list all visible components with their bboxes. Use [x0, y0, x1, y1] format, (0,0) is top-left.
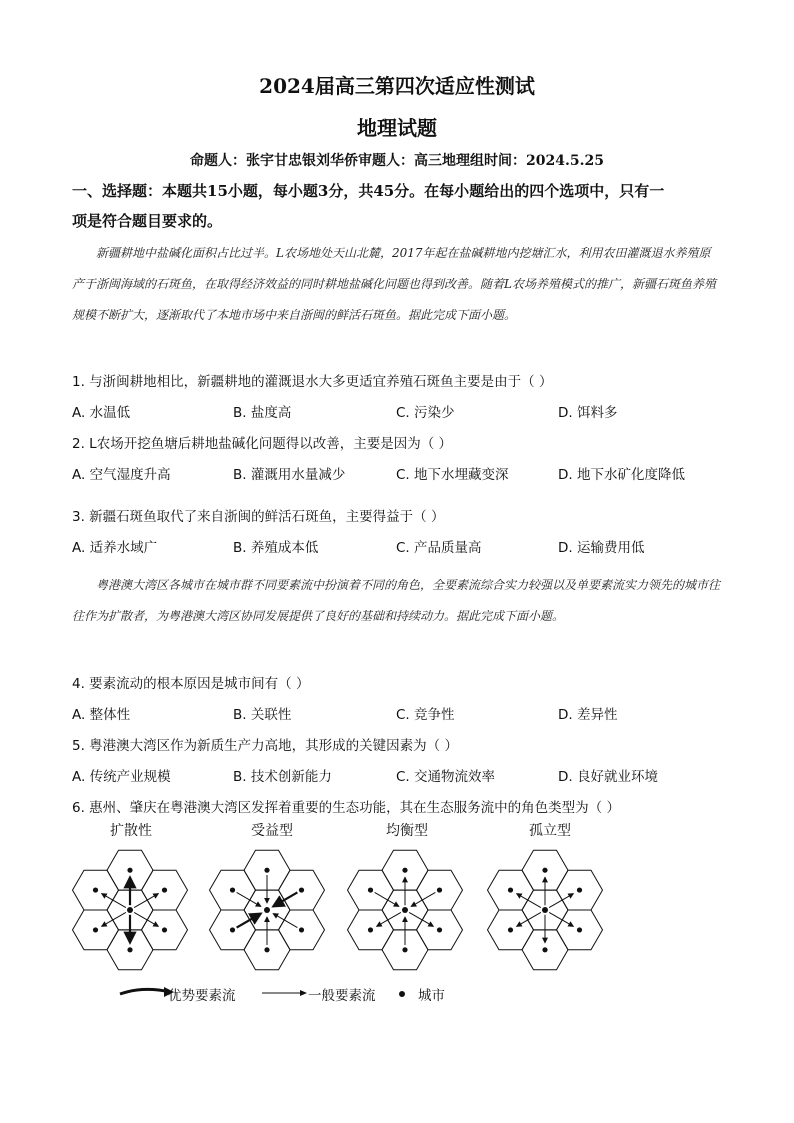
- city-dot: [162, 887, 167, 892]
- section-heading-line2: 项是符合题目要求的。: [72, 212, 223, 230]
- passage-1: 新疆耕地中盐碱化面积占比过半。L农场地处天山北麓，2017年起在盐碱耕地内挖塘汇水，利用农田灌溉退水养殖原产于浙闽海域的石斑鱼，在取得经济效益的同时耕地盐碱化问题也得到改善。随着L农场养殖模式的推广，新疆石斑鱼养殖规模不断扩大，逐渐取代了本地市场中来自浙闽的鲜活石斑鱼。据此完成下面小题。: [72, 246, 716, 322]
- page-title: 2024届高三第四次适应性测试: [259, 74, 535, 98]
- city-dot: [508, 887, 513, 892]
- city-dot: [542, 907, 548, 913]
- legend-general-arrow-icon: [260, 986, 310, 1000]
- flow-arrow: [549, 894, 573, 908]
- q2-option-b: B. 灌溉用水量减少: [233, 467, 346, 483]
- flow-arrow: [375, 892, 399, 906]
- passage-2: 粤港澳大湾区各城市在城市群不同要素流中扮演着不同的角色，全要素流综合实力较强以及单要素流实力领先的城市往往作为扩散者，为粤港澳大湾区协同发展提供了良好的基础和持续动力。据此完成下面小题。: [72, 578, 721, 623]
- city-dot: [299, 927, 304, 932]
- city-dot: [508, 927, 513, 932]
- q5-option-d: D. 良好就业环境: [558, 769, 658, 785]
- city-dot: [577, 887, 582, 892]
- city-dot: [93, 887, 98, 892]
- city-dot: [542, 947, 547, 952]
- q3-option-d: D. 运输费用低: [558, 540, 645, 556]
- flow-arrow: [102, 894, 126, 908]
- question-4: 4. 要素流动的根本原因是城市间有（ ）: [72, 676, 310, 692]
- flow-arrow: [517, 912, 541, 926]
- panel-label-balanced: 均衡型: [386, 823, 428, 839]
- q4-option-b: B. 关联性: [233, 707, 292, 723]
- q5-option-b: B. 技术创新能力: [233, 769, 332, 785]
- flow-arrow: [237, 914, 261, 928]
- panel-label-beneficiary: 受益型: [251, 823, 293, 839]
- q2-option-c: C. 地下水埋藏变深: [396, 467, 509, 483]
- flow-arrow: [273, 892, 297, 906]
- legend-city-label: 城市: [418, 988, 445, 1004]
- flow-arrow: [273, 914, 297, 928]
- q3-option-a: A. 适养水域广: [72, 540, 158, 556]
- flow-arrow: [517, 894, 541, 908]
- city-dot: [402, 947, 407, 952]
- q1-option-b: B. 盐度高: [233, 405, 292, 421]
- hex-diagram-svg: [60, 840, 740, 980]
- page-subtitle: 地理试题: [357, 116, 437, 140]
- panel-label-diffusion: 扩散性: [110, 823, 152, 839]
- hex-panel-isolated: [488, 850, 603, 970]
- flow-type-diagram: [60, 818, 740, 1018]
- city-dot: [127, 868, 132, 873]
- city-dot: [264, 907, 270, 913]
- q2-option-a: A. 空气湿度升高: [72, 467, 171, 483]
- city-dot: [127, 947, 132, 952]
- q5-option-c: C. 交通物流效率: [396, 769, 496, 785]
- q1-option-c: C. 污染少: [396, 405, 455, 421]
- city-dot: [264, 868, 269, 873]
- q1-option-a: A. 水温低: [72, 405, 131, 421]
- question-6: 6. 惠州、肇庆在粤港澳大湾区发挥着重要的生态功能，其在生态服务流中的角色类型为（ ）: [72, 800, 620, 816]
- question-3: 3. 新疆石斑鱼取代了来自浙闽的鲜活石斑鱼，主要得益于（ ）: [72, 509, 445, 525]
- flow-arrow: [549, 912, 573, 926]
- exam-meta: 命题人：张宇甘忠银刘华侨审题人：高三地理组时间：2024.5.25: [190, 153, 604, 169]
- hex-panel-beneficiary: [210, 850, 325, 970]
- city-dot: [127, 907, 133, 913]
- q4-option-c: C. 竞争性: [396, 707, 455, 723]
- hex-panel-balanced: [348, 850, 463, 970]
- city-dot: [368, 887, 373, 892]
- city-dot: [402, 868, 407, 873]
- hex-panel-diffusion: [73, 850, 188, 970]
- flow-arrow: [409, 912, 433, 926]
- city-dot: [93, 927, 98, 932]
- flow-arrow: [134, 894, 158, 908]
- flow-arrow: [411, 892, 435, 906]
- city-dot: [577, 927, 582, 932]
- q4-option-a: A. 整体性: [72, 707, 131, 723]
- section-heading-line1: 一、选择题：本题共15小题，每小题3分，共45分。在每小题给出的四个选项中，只有一: [72, 182, 665, 200]
- city-dot: [437, 927, 442, 932]
- q3-option-b: B. 养殖成本低: [233, 540, 319, 556]
- city-dot: [542, 868, 547, 873]
- question-5: 5. 粤港澳大湾区作为新质生产力高地，其形成的关键因素为（ ）: [72, 738, 458, 754]
- city-dot: [264, 947, 269, 952]
- section-heading: [72, 176, 732, 236]
- city-dot: [230, 927, 235, 932]
- q1-option-d: D. 饵料多: [558, 405, 618, 421]
- q4-option-d: D. 差异性: [558, 707, 618, 723]
- city-dot: [162, 927, 167, 932]
- flow-arrow: [134, 912, 158, 926]
- flow-arrow: [237, 892, 261, 906]
- legend-city-dot-icon: [396, 988, 408, 1000]
- flow-arrow: [102, 912, 126, 926]
- city-dot: [402, 907, 408, 913]
- legend-general-label: 一般要素流: [308, 988, 376, 1004]
- city-dot: [230, 887, 235, 892]
- legend-dominant-label: 优势要素流: [168, 988, 236, 1004]
- question-2: 2. L农场开挖鱼塘后耕地盐碱化问题得以改善，主要是因为（ ）: [72, 436, 452, 452]
- q3-option-c: C. 产品质量高: [396, 540, 482, 556]
- question-1: 1. 与浙闽耕地相比，新疆耕地的灌溉退水大多更适宜养殖石斑鱼主要是由于（ ）: [72, 374, 553, 390]
- flow-arrow: [377, 912, 401, 926]
- q5-option-a: A. 传统产业规模: [72, 769, 171, 785]
- q2-option-d: D. 地下水矿化度降低: [558, 467, 685, 483]
- panel-label-isolated: 孤立型: [529, 823, 571, 839]
- city-dot: [437, 887, 442, 892]
- city-dot: [368, 927, 373, 932]
- city-dot: [299, 887, 304, 892]
